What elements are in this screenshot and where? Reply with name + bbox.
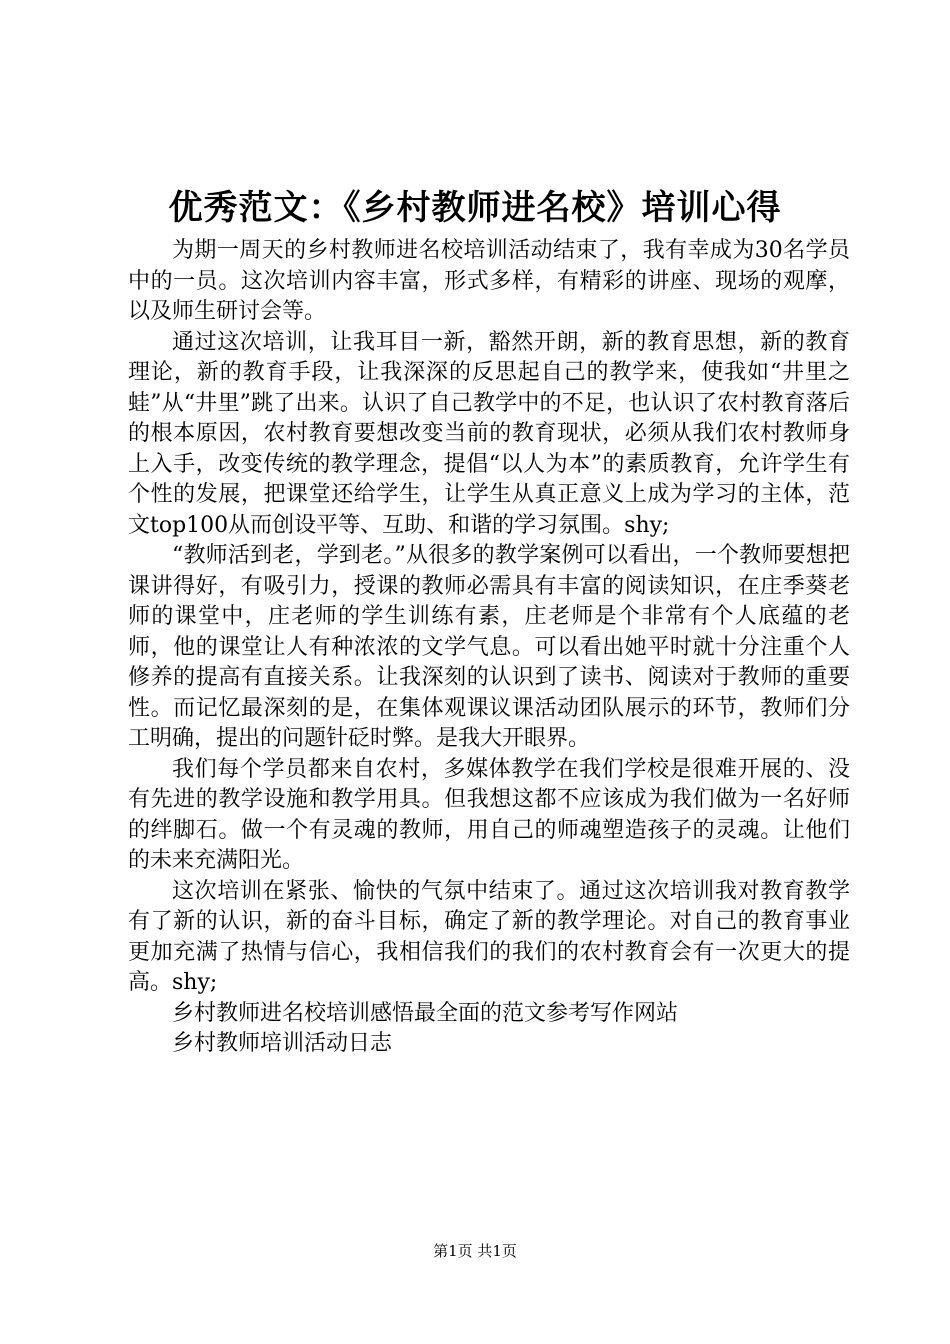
document-title: 优秀范文：《乡村教师进名校》培训心得	[168, 188, 782, 228]
related-link-1[interactable]: 乡村教师进名校培训感悟最全面的范文参考写作网站	[172, 1000, 679, 1026]
paragraph-1: 为期一周天的乡村教师进名校培训活动结束了，我有幸成为30名学员中的一员。这次培训内容丰富，形式多样，有精彩的讲座、现场的观摩，以及师生研讨会等。	[128, 238, 850, 324]
paragraph-5	[128, 877, 850, 999]
paragraph-4: 我们每个学员都来自农村，多媒体教学在我们学校是很难开展的、没有先进的教学设施和教学用具。但我想这都不应该成为我们做为一名好师的绊脚石。做一个有灵魂的教师，用自己的师魂塑造孩子的灵魂。让他们的未来充满阳光。	[128, 756, 850, 873]
paragraph-2	[128, 328, 850, 542]
paragraph-5-text: 这次培训在紧张、愉快的气氛中结束了。通过这次培训我对教育教学有了新的认识，新的奋斗目标，确定了新的教学理论。对自己的教育事业更加充满了热情与信心，我相信我们的我们的农村教育会有一次更大的提高。	[128, 878, 850, 995]
document-body	[128, 236, 850, 1060]
page-footer: 第1页 共1页	[433, 1242, 517, 1260]
paragraph-2-text: 通过这次培训，让我耳目一新，豁然开朗，新的教育思想，新的教育理论，新的教育手段，让我深深的反思起自己的教学来，使我如“井里之蛙”从“井里”跳了出来。认识了自己教学中的不足，也认识了农村教育落后的根本原因，农村教育要想改变当前的教育现状，必须从我们农村教师身上入手，改变传统的教学理念，提倡“以人为本”的素质教育，允许学生有个性的发展，把课堂还给学生，让学生从真正意义上成为学习的主体，范文top100从而创设平等、互助、和谐的学习氛围。	[128, 329, 850, 538]
shy-marker-end: shy;	[172, 970, 218, 995]
shy-marker: shy;	[624, 512, 670, 538]
related-link-2[interactable]: 乡村教师培训活动日志	[172, 1031, 393, 1056]
paragraph-3: “教师活到老，学到老。”从很多的教学案例可以看出，一个教师要想把课讲得好，有吸引力，授课的教师必需具有丰富的阅读知识，在庄季葵老师的课堂中，庄老师的学生训练有素，庄老师是个非常有个人底蕴的老师，他的课堂让人有种浓浓的文学气息。可以看出她平时就十分注重个人修养的提高有直接关系。让我深刻的认识到了读书、阅读对于教师的重要性。而记忆最深刻的是，在集体观课议课活动团队展示的环节，教师们分工明确，提出的问题针砭时弊。是我大开眼界。	[128, 543, 850, 751]
